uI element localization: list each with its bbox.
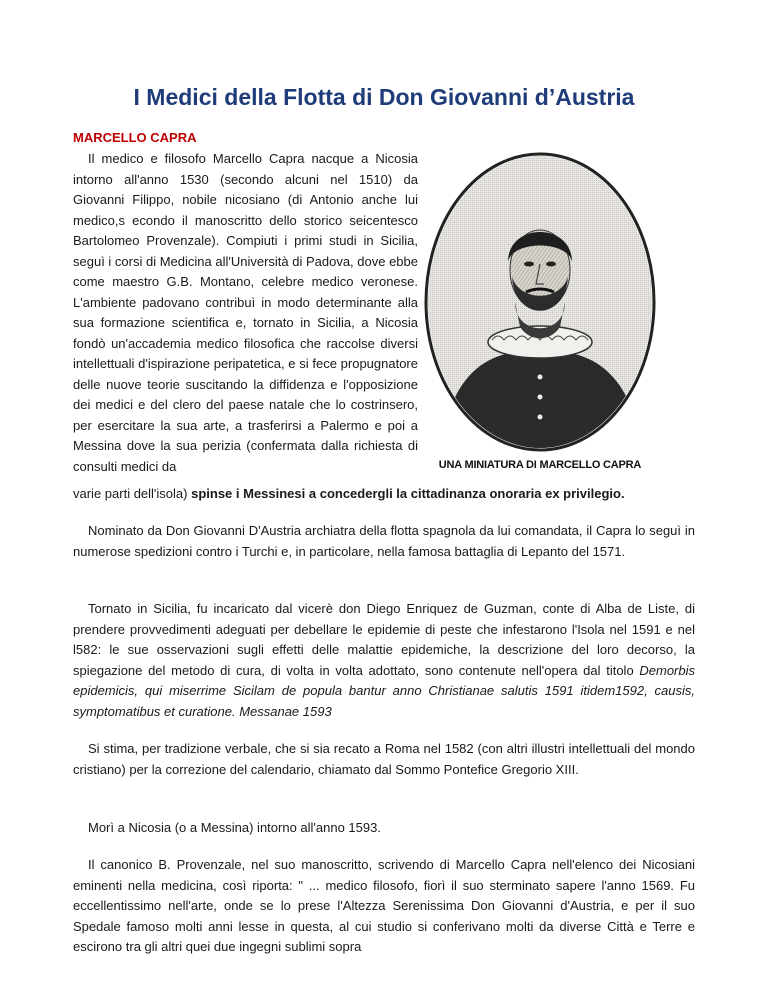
paragraph-calendar: Si stima, per tradizione verbale, che si sia recato a Roma nel 1582 (con altri illustri intellettuali del mondo cristiano) per la correzione del calendario, chiamato dal Sommo Pontefice Gregorio XIII. (73, 741, 695, 777)
image-caption: UNA MINIATURA DI MARCELLO CAPRA (438, 459, 642, 471)
paragraph-epidemics (73, 599, 695, 722)
section-heading: MARCELLO CAPRA (73, 130, 197, 145)
intro-tail-bold-text: spinse i Messinesi a concedergli la cittadinanza onoraria ex privilegio. (191, 486, 625, 501)
intro-tail-text: varie parti dell'isola) (73, 486, 192, 501)
intro-paragraph: Il medico e filosofo Marcello Capra nacque a Nicosia intorno all'anno 1530 (secondo alcuni nel 1510) da Giovanni Filippo, nobile nicosiano (di Antonio anche lui medico,s econdo il manoscritto dello storico seicentesco Bartolomeo Provenzale). Compiuti i primi studi in Sicilia, seguì i corsi di Medicina all'Università di Padova, dove ebbe come maestro G.B. Montano, celebre medico veronese. L'ambiente padovano contribuì in modo determinante alla sua formazione scientifica e, tornato in Sicilia, a Nicosia fondò un'accademia medico filosofica che raccolse diversi intellettuali d'ispirazione peripatetica, e si fece propugnatore delle nuove teorie suscitando la diffidenza e l'opposizione dei medici e del clero del paese natale che lo costrinsero, per esercitare la sua arte, a trasferirsi a Palermo e poi a Messina dove la sua perizia (confermata dalla richiesta di consulti medici da (73, 151, 419, 474)
paragraph-epidemics-text: Tornato in Sicilia, fu incaricato dal vicerè don Diego Enriquez de Guzman, conte di Alba de Liste, di prendere provvedimenti adeguati per debellare le epidemie di peste che infestarono l'Isola nel 1591 e nel l582: le sue osservazioni sugli effetti delle malattie epidemiche, la descrizione del loro decorso, la spiegazione del metodo di cura, di volta in volta adottato, sono contenute nell'opera dal titolo (73, 601, 695, 678)
portrait-figure (420, 152, 660, 477)
paragraph-provenzale: Il canonico B. Provenzale, nel suo manoscritto, scrivendo di Marcello Capra nell'elenco dei Nicosiani eminenti nella medicina, così riporta: " ... medico filosofo, fiorì il suo sterminato sapere l'anno 1569. Fu eccellentissimo nell'arte, onde se lo prese l'Altezza Serenissima Don Giovanni d'Austria, e per il suo Spedale famoso molti anni lesse in questa, al cui studio si conferivano molti da diverse Città e Terre e escirono tra gli altri quei due ingegni sublimi sopra (73, 857, 695, 954)
page-title: I Medici della Flotta di Don Giovanni d’Austria (133, 84, 635, 110)
paragraph-lepanto: Nominato da Don Giovanni D'Austria archiatra della flotta spagnola da lui comandata, il Capra lo seguì in numerose spedizioni contro i Turchi e, in particolare, nella famosa battaglia di Lepanto del 1571. (73, 523, 695, 559)
portrait-engraving-image (420, 152, 660, 457)
book-title: Demorbis epidemicis, qui miserrime Sicilam de popula bantur anno Christianae salutis 1591 itidem1592, causis, symptomatibus et curatione. Messanae 1593 (73, 662, 695, 719)
paragraph-death: Morì a Nicosia (o a Messina) intorno all'anno 1593. (88, 820, 381, 835)
intro-paragraph-tail (73, 484, 713, 505)
